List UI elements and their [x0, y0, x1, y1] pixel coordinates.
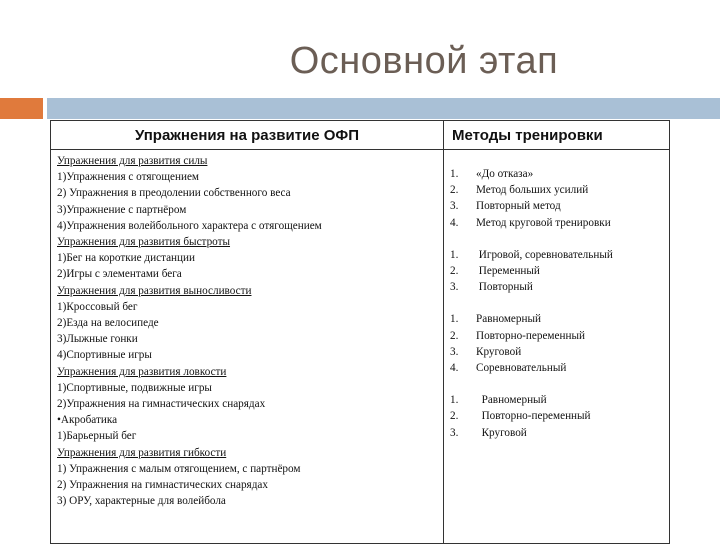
method-number: 2.: [450, 329, 459, 342]
method-number: 2.: [450, 265, 459, 278]
method-item: [450, 360, 663, 376]
method-text: Равномерный: [476, 394, 547, 407]
method-text: Переменный: [476, 265, 540, 278]
method-text: «До отказа»: [476, 168, 534, 180]
method-item: [450, 328, 663, 344]
exercise-item: 4)Спортивные игры: [57, 349, 152, 362]
exercise-item: 2)Упражнения на гимнастических снарядах: [57, 398, 266, 411]
method-item: [450, 311, 663, 327]
exercise-item: 1)Спортивные, подвижные игры: [57, 381, 212, 394]
method-text: Повторно-переменный: [476, 329, 585, 342]
method-item: [450, 279, 663, 295]
exercise-item: 1)Упражнения с отягощением: [57, 171, 199, 184]
method-number: 2.: [450, 410, 459, 423]
exercise-item: 3) ОРУ, характерные для волейбола: [57, 495, 226, 508]
method-number: 3.: [450, 345, 459, 358]
method-item: [450, 425, 663, 441]
exercise-item: 3)Упражнение с партнёром: [57, 203, 187, 216]
method-number: 3.: [450, 426, 459, 439]
table-row: [51, 150, 670, 544]
exercise-item: 1) Упражнения с малым отягощением, с партнёром: [57, 462, 301, 475]
exercises-cell: [51, 150, 444, 544]
method-text: Круговой: [476, 345, 522, 358]
exercise-item: 2)Езда на велосипеде: [57, 317, 159, 330]
method-text: Метод больших усилий: [476, 184, 589, 197]
accent-bar-blue: [47, 98, 720, 119]
method-item: [450, 166, 663, 182]
method-item: [450, 247, 663, 263]
method-number: 3.: [450, 281, 459, 294]
table-header-row: [51, 121, 670, 150]
exercise-section-heading: Упражнения для развития выносливости: [57, 284, 252, 297]
method-text: Повторный: [476, 281, 533, 294]
methods-group: [450, 392, 663, 441]
method-number: 1.: [450, 248, 459, 261]
exercise-item: 2)Игры с элементами бега: [57, 268, 182, 281]
exercise-item: 2) Упражнения в преодолении собственного веса: [57, 187, 291, 200]
method-text: Игровой, соревновательный: [476, 248, 613, 261]
exercise-item: 2) Упражнения на гимнастических снарядах: [57, 479, 268, 492]
method-item: [450, 182, 663, 198]
exercise-item: 3)Лыжные гонки: [57, 333, 138, 346]
method-number: 4.: [450, 216, 459, 229]
exercise-methods-table: [50, 120, 670, 544]
exercise-item: 1)Бег на короткие дистанции: [57, 252, 196, 265]
slide-title-text: Основной этап: [289, 40, 559, 82]
methods-group: [450, 247, 663, 296]
method-text: Повторный метод: [476, 200, 561, 213]
exercise-item: •Акробатика: [57, 414, 118, 427]
slide-title: [0, 40, 720, 83]
method-text: Повторно-переменный: [476, 410, 591, 423]
method-item: [450, 344, 663, 360]
method-number: 1.: [450, 313, 459, 326]
accent-bar-orange: [0, 98, 43, 119]
method-item: [450, 198, 663, 214]
methods-cell: [444, 150, 670, 544]
methods-group: [450, 166, 663, 231]
exercise-item: 1)Барьерный бег: [57, 430, 137, 443]
exercise-section-heading: Упражнения для развития быстроты: [57, 236, 231, 249]
method-number: 1.: [450, 168, 459, 180]
method-number: 3.: [450, 200, 459, 213]
method-number: 1.: [450, 394, 459, 407]
exercise-section-heading: Упражнения для развития силы: [57, 155, 208, 167]
method-number: 4.: [450, 362, 459, 375]
method-text: Метод круговой тренировки: [476, 216, 611, 229]
methods-group: [450, 311, 663, 376]
exercise-item: 1)Кроссовый бег: [57, 300, 138, 313]
method-text: Соревновательный: [476, 362, 567, 375]
method-item: [450, 215, 663, 231]
method-item: [450, 392, 663, 408]
method-item: [450, 263, 663, 279]
header-exercises: Упражнения на развитие ОФП: [51, 121, 444, 150]
header-methods: Методы тренировки: [444, 121, 670, 150]
exercise-item: 4)Упражнения волейбольного характера с отягощением: [57, 219, 322, 232]
exercise-section-heading: Упражнения для развития гибкости: [57, 446, 227, 459]
method-text: Равномерный: [476, 313, 541, 326]
exercise-section-heading: Упражнения для развития ловкости: [57, 365, 227, 378]
method-number: 2.: [450, 184, 459, 197]
method-item: [450, 408, 663, 424]
method-text: Круговой: [476, 426, 527, 439]
